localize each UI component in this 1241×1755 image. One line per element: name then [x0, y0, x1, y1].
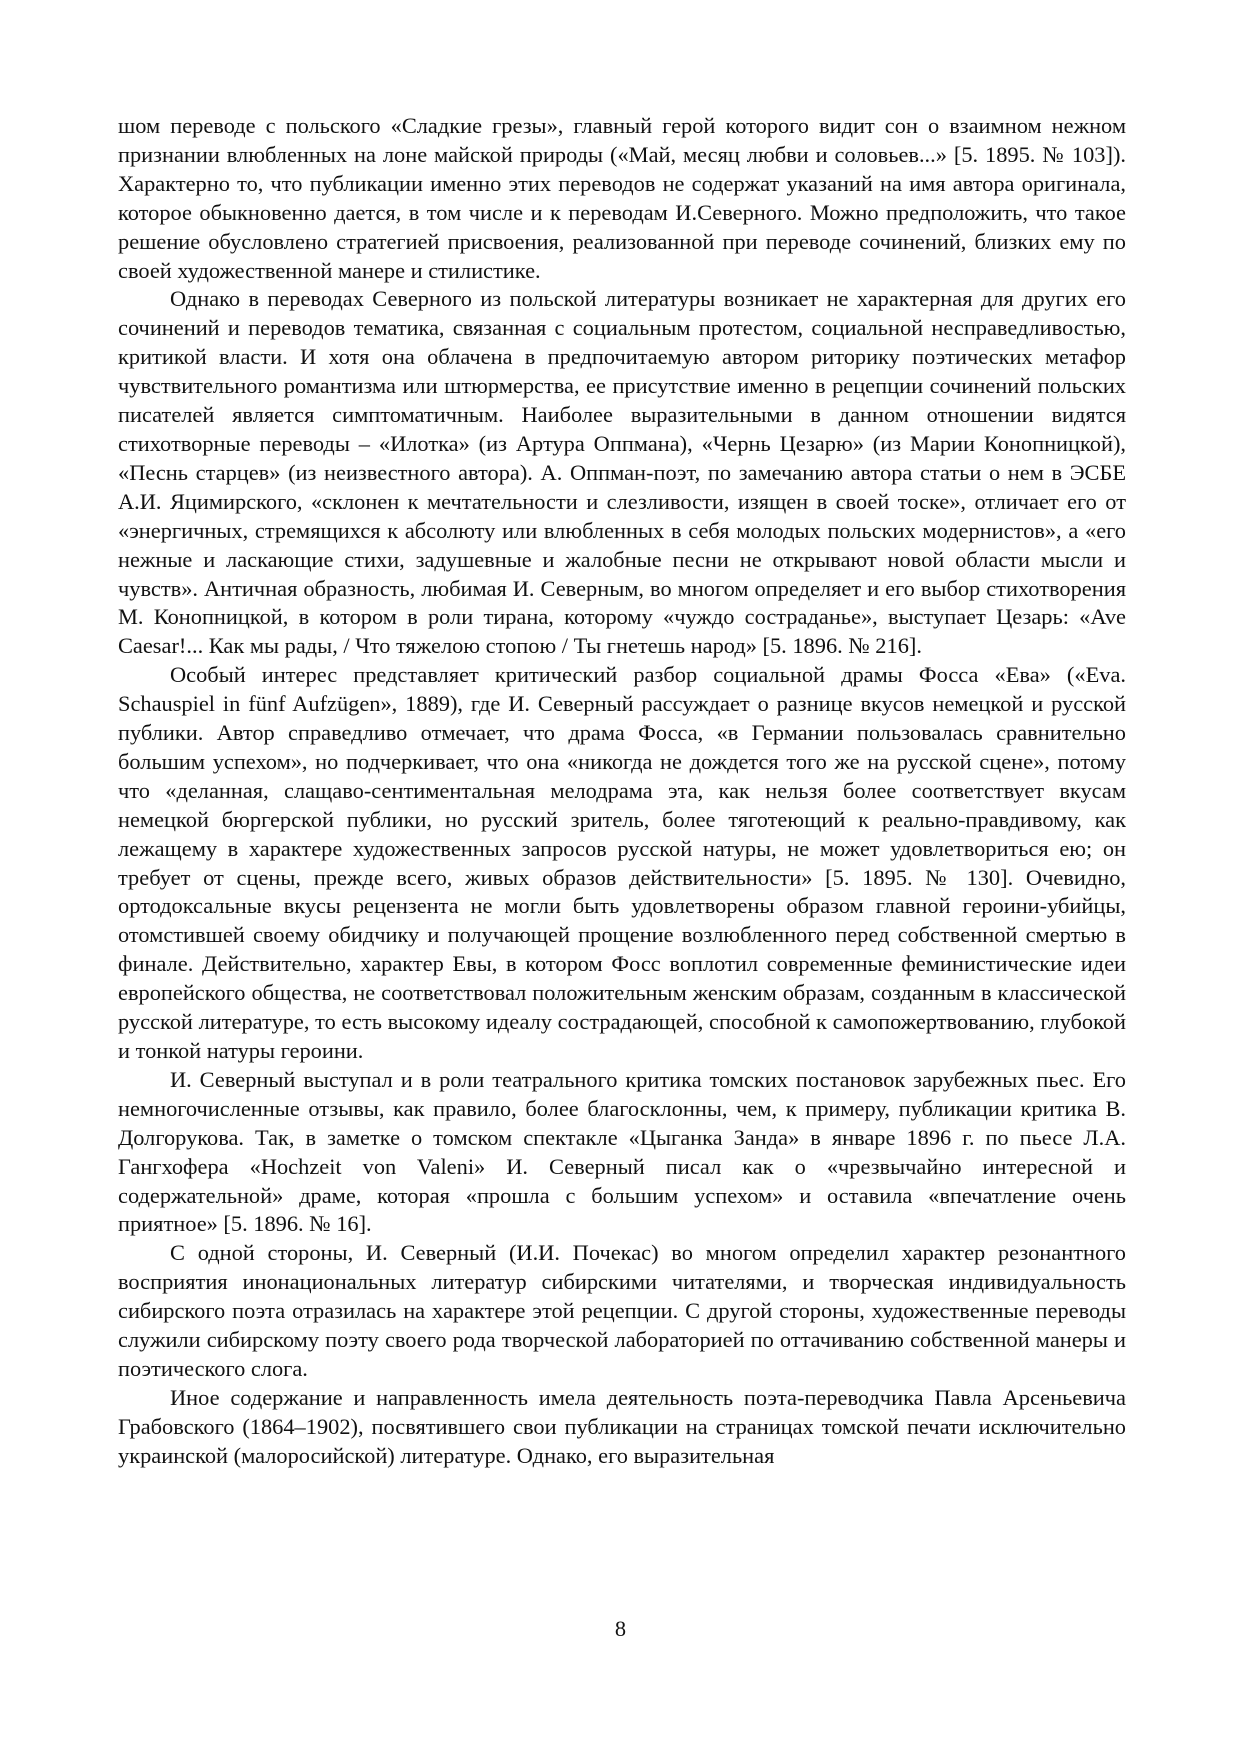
page-number: 8 [614, 1616, 627, 1641]
paragraph-3: Особый интерес представляет критический разбор социальной драмы Фосса «Ева» («Eva. Schauspiel in fünf Aufzügen», 1889), где И. Северный рассуждает о разнице вкусов немецкой и русской публики. Автор справедливо отмечает, что драма Фосса, «в Германии пользовалась сравнительно большим успехом», но подчеркивает, что она «никогда не дождется того же на русской сцене», потому что «деланная, слащаво-сентиментальная мелодрама эта, как нельзя более соответствует вкусам немецкой бюргерской публики, но русский зритель, более тяготеющий к реально-правдивому, как лежащему в характере художественных запросов русской натуры, не может удовлетвориться ею; он требует от сцены, прежде всего, живых образов действительности» [5. 1895. № 130]. Очевидно, ортодоксальные вкусы рецензента не могли быть удовлетворены образом главной героини-убийцы, отомстившей своему обидчику и получающей прощение возлюбленного перед собственной смертью в финале. Действительно, характер Евы, в котором Фосс воплотил современные феминистические идеи европейского общества, не соответствовал положительным женским образам, созданным в классической русской литературе, то есть высокому идеалу сострадающей, способной к самопожертвованию, глубокой и тонкой натуры героини. [118, 662, 1126, 1063]
body-text [118, 112, 1126, 1471]
paragraph-2: Однако в переводах Северного из польской литературы возникает не характерная для других его сочинений и переводов тематика, связанная с социальным протестом, социальной несправедливостью, критикой власти. И хотя она облачена в предпочитаемую автором риторику поэтических метафор чувствительного романтизма или штюрмерства, ее присутствие именно в рецепции сочинений польских писателей является симптоматичным. Наиболее выразительными в данном отношении видятся стихотворные переводы – «Илотка» (из Артура Оппмана), «Чернь Цезарю» (из Марии Конопницкой), «Песнь старцев» (из неизвестного автора). А. Оппман-поэт, по замечанию автора статьи о нем в ЭСБЕ А.И. Яцимирского, «склонен к мечтательности и слезливости, изящен в своей тоске», отличает его от «энергичных, стремящихся к абсолюту или влюбленных в себя молодых польских модернистов», а «его нежные и ласкающие стихи, задушевные и жалобные песни не открывают новой области мысли и чувств». Античная образность, любимая И. Северным, во многом определяет и его выбор стихотворения М. Конопницкой, в котором в роли тирана, которому «чуждо состраданье», выступает Цезарь: «Ave Caesar!... Как мы рады, / Что тяжелою стопою / Ты гнетешь народ» [5. 1896. № 216]. [118, 286, 1126, 659]
paragraph-5: С одной стороны, И. Северный (И.И. Почекас) во многом определил характер резонантного восприятия инонациональных литератур сибирскими читателями, и творческая индивидуальность сибирского поэта отразилась на характере этой рецепции. С другой стороны, художественные переводы служили сибирскому поэту своего рода творческой лабораторией по оттачиванию собственной манеры и поэтического слога. [118, 1240, 1126, 1381]
paragraph-1: шом переводе с польского «Сладкие грезы», главный герой которого видит сон о взаимном нежном признании влюбленных на лоне майской природы («Май, месяц любви и соловьев...» [5. 1895. № 103]). Характерно то, что публикации именно этих переводов не содержат указаний на имя автора оригинала, которое обыкновенно дается, в том числе и к переводам И.Северного. Можно предположить, что такое решение обусловлено стратегией присвоения, реализованной при переводе сочинений, близких ему по своей художественной манере и стилистике. [118, 113, 1126, 283]
paragraph-6: Иное содержание и направленность имела деятельность поэта-переводчика Павла Арсеньевича Грабовского (1864–1902), посвятившего свои публикации на страницах томской печати исключительно украинской (малоросийской) литературе. Однако, его выразительная [118, 1384, 1126, 1468]
paragraph-4: И. Северный выступал и в роли театрального критика томских постановок зарубежных пьес. Его немногочисленные отзывы, как правило, более благосклонны, чем, к примеру, публикации критика В. Долгорукова. Так, в заметке о томском спектакле «Цыганка Занда» в январе 1896 г. по пьесе Л.А. Гангхофера «Hochzeit von Valeni» И. Северный писал как о «чрезвычайно интересной и содержательной» драме, которая «прошла с большим успехом» и оставила «впечатление очень приятное» [5. 1896. № 16]. [118, 1066, 1126, 1237]
